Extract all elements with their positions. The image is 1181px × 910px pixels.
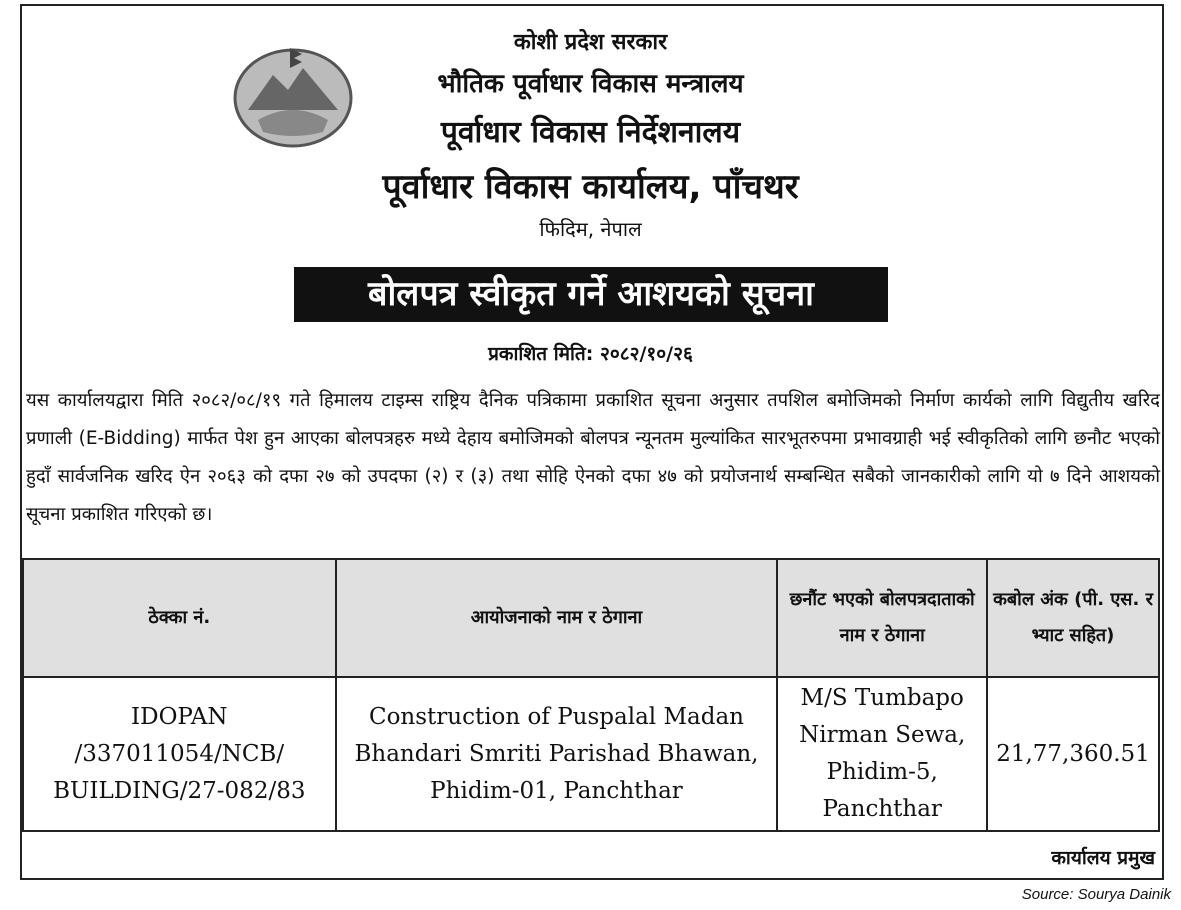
signature: कार्यालय प्रमुख: [1051, 847, 1155, 869]
source-credit: Source: Sourya Dainik: [1021, 886, 1171, 903]
ministry-name: भौतिक पूर्वाधार विकास मन्त्रालय: [437, 69, 744, 99]
directorate-name: पूर्वाधार विकास निर्देशनालय: [440, 115, 741, 150]
header-project: आयोजनाको नाम र ठेगाना: [336, 559, 778, 677]
bid-amount: 21,77,360.51: [987, 677, 1159, 831]
province-government: कोशी प्रदेश सरकार: [513, 30, 668, 55]
office-name: पूर्वाधार विकास कार्यालय, पाँचथर: [382, 167, 799, 207]
office-address: फिदिम, नेपाल: [539, 217, 642, 241]
project-name: Construction of Puspalal Madan Bhandari Smriti Parishad Bhawan, Phidim-01, Panchthar: [336, 677, 778, 831]
header-contract-no: ठेक्का नं.: [23, 559, 336, 677]
table-row: [23, 677, 1159, 831]
header-bidder: छनौंट भएको बोलपत्रदाताको नाम र ठेगाना: [777, 559, 987, 677]
table-header-row: [23, 559, 1159, 677]
notice-body: यस कार्यालयद्वारा मिति २०८२/०८/१९ गते हिमालय टाइम्स राष्ट्रिय दैनिक पत्रिकामा प्रकाशित सूचना अनुसार तपशिल बमोजिमको निर्माण कार्यको लागि विद्युतीय खरिद प्रणाली (E-Bidding) मार्फत पेश हुन आएका बोलपत्रहरु मध्ये देहाय बमोजिमको बोलपत्र न्यूनतम मुल्यांकित सारभूतरुपमा प्रभावग्राही भई स्वीकृतिको लागि छनौट भएको हुदाँ सार्वजनिक खरिद ऐन २०६३ को दफा २७ को उपदफा (२) र (३) तथा सोहि ऐनको दफा ४७ को प्रयोजनार्थ सम्बन्धित सबैको जानकारीको लागि यो ७ दिने आशयको सूचना प्रकाशित गरिएको छ।: [26, 390, 1160, 525]
published-date: प्रकाशित मिति: २०८२/१०/२६: [488, 343, 693, 365]
contract-no: IDOPAN /337011054/NCB/ BUILDING/27-082/83: [23, 677, 336, 831]
bidder-name: M/S Tumbapo Nirman Sewa, Phidim-5, Panchthar: [777, 677, 987, 831]
header-amount: कबोल अंक (पी. एस. र भ्याट सहित): [987, 559, 1159, 677]
notice-title: बोलपत्र स्वीकृत गर्ने आशयको सूचना: [294, 267, 888, 322]
bid-table: [22, 558, 1160, 832]
